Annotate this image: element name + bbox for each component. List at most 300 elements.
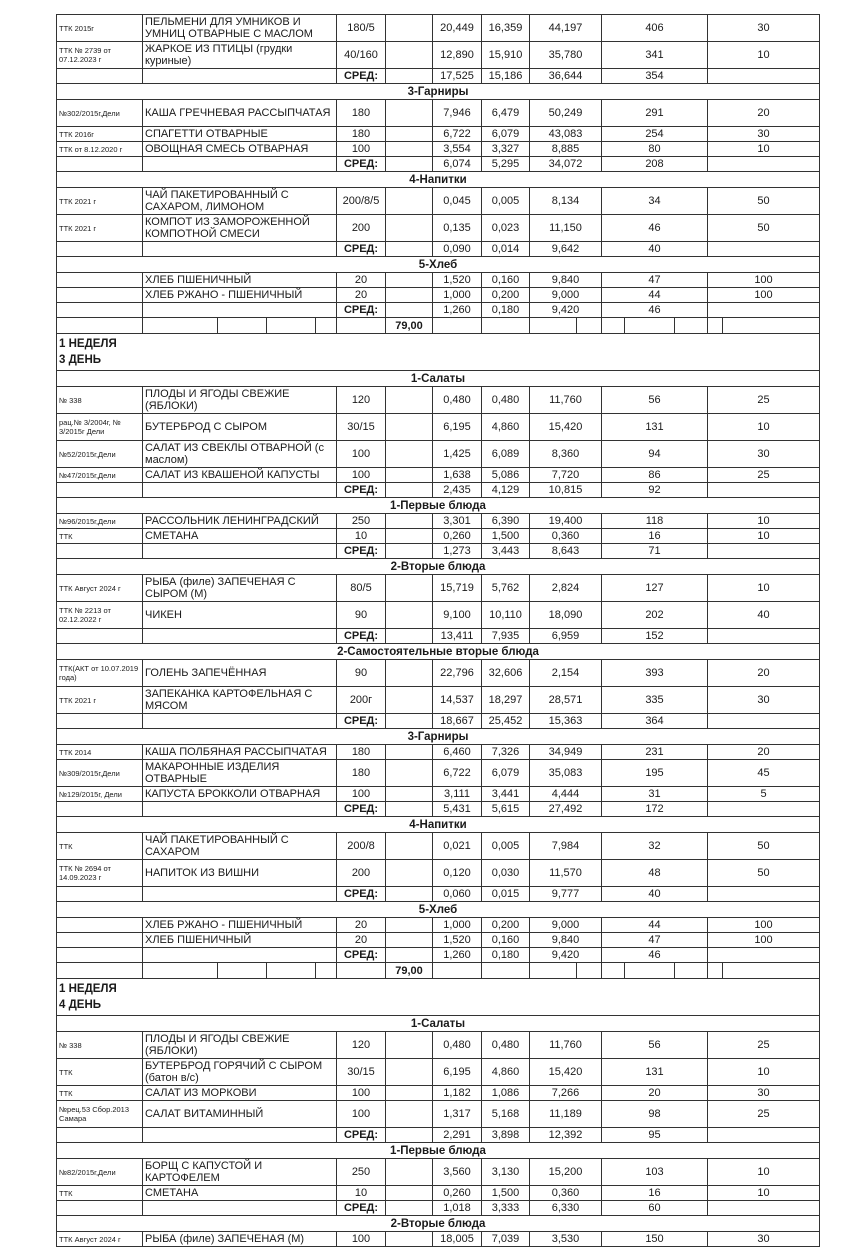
fat-value: 3,327 <box>482 142 530 157</box>
kcal-value: 31 <box>602 787 708 802</box>
average-row <box>57 714 820 729</box>
protein-value: 2,435 <box>433 483 482 498</box>
recipe-code: №рец.53 Сбор.2013 Самара <box>57 1101 143 1128</box>
kcal-value: 47 <box>602 273 708 288</box>
fat-value: 3,333 <box>482 1201 530 1216</box>
fat-value: 0,005 <box>482 188 530 215</box>
portion-weight: 180 <box>337 760 386 787</box>
protein-value: 0,480 <box>433 387 482 414</box>
day-total-row <box>57 318 820 334</box>
section-header <box>57 257 820 273</box>
section-title: 4-Напитки <box>57 817 820 833</box>
section-title: 5-Хлеб <box>57 257 820 273</box>
kcal-value: 152 <box>602 629 708 644</box>
recipe-code: ТТК 2016г <box>57 127 143 142</box>
dish-row <box>57 127 820 142</box>
fat-value: 32,606 <box>482 660 530 687</box>
average-label: СРЕД: <box>337 303 386 318</box>
dish-row <box>57 441 820 468</box>
dish-name: ЧИКЕН <box>143 602 337 629</box>
fat-value: 5,295 <box>482 157 530 172</box>
dish-row <box>57 188 820 215</box>
fat-value: 18,297 <box>482 687 530 714</box>
fat-value: 5,762 <box>482 575 530 602</box>
protein-value: 18,005 <box>433 1232 482 1247</box>
protein-value: 3,560 <box>433 1159 482 1186</box>
portion-weight: 80/5 <box>337 575 386 602</box>
price-value: 20 <box>708 745 820 760</box>
carbs-value: 7,266 <box>530 1086 602 1101</box>
day-label: 3 ДЕНЬ <box>59 354 102 366</box>
week-day-label <box>57 979 820 1016</box>
protein-value: 1,425 <box>433 441 482 468</box>
dish-name: ПЛОДЫ И ЯГОДЫ СВЕЖИЕ (ЯБЛОКИ) <box>143 1032 337 1059</box>
kcal-value: 335 <box>602 687 708 714</box>
empty-cell <box>386 1201 433 1216</box>
portion-weight: 200 <box>337 860 386 887</box>
recipe-code <box>57 303 143 318</box>
protein-value: 15,719 <box>433 575 482 602</box>
empty-cell <box>386 468 433 483</box>
dish-name: ХЛЕБ ПШЕНИЧНЫЙ <box>143 273 337 288</box>
dish-name <box>143 1201 337 1216</box>
protein-value: 6,722 <box>433 760 482 787</box>
protein-value: 0,060 <box>433 887 482 902</box>
average-row <box>57 303 820 318</box>
protein-value: 1,317 <box>433 1101 482 1128</box>
portion-weight: 200/8/5 <box>337 188 386 215</box>
portion-weight: 20 <box>337 918 386 933</box>
portion-weight: 20 <box>337 933 386 948</box>
dish-name: РЫБА (филе) ЗАПЕЧЕНАЯ С СЫРОМ (М) <box>143 575 337 602</box>
carbs-value: 36,644 <box>530 69 602 84</box>
carbs-value: 0,360 <box>530 529 602 544</box>
kcal-value: 56 <box>602 1032 708 1059</box>
empty-cell <box>386 1032 433 1059</box>
fat-value: 0,014 <box>482 242 530 257</box>
dish-name: КАША ГРЕЧНЕВАЯ РАССЫПЧАТАЯ <box>143 100 337 127</box>
carbs-value: 0,360 <box>530 1186 602 1201</box>
recipe-code <box>57 714 143 729</box>
kcal-value: 16 <box>602 1186 708 1201</box>
recipe-code: ТТК <box>57 1086 143 1101</box>
carbs-value: 8,134 <box>530 188 602 215</box>
price-value <box>708 544 820 559</box>
recipe-code: ТТК Август 2024 г <box>57 1232 143 1247</box>
recipe-code: № 338 <box>57 1032 143 1059</box>
kcal-value: 95 <box>602 1128 708 1143</box>
empty-cell <box>386 100 433 127</box>
carbs-value: 43,083 <box>530 127 602 142</box>
carbs-value: 9,420 <box>530 948 602 963</box>
recipe-code: ТТК Август 2024 г <box>57 575 143 602</box>
dish-row <box>57 602 820 629</box>
fat-value: 0,005 <box>482 833 530 860</box>
price-value <box>708 887 820 902</box>
recipe-code <box>57 288 143 303</box>
protein-value: 3,301 <box>433 514 482 529</box>
protein-value: 6,460 <box>433 745 482 760</box>
price-value: 100 <box>708 288 820 303</box>
kcal-value: 150 <box>602 1232 708 1247</box>
dish-name: МАКАРОННЫЕ ИЗДЕЛИЯ ОТВАРНЫЕ <box>143 760 337 787</box>
dish-name <box>143 157 337 172</box>
section-title: 2-Вторые блюда <box>57 1216 820 1232</box>
section-title: 1-Салаты <box>57 371 820 387</box>
kcal-value: 48 <box>602 860 708 887</box>
portion-weight: 100 <box>337 1086 386 1101</box>
kcal-value: 202 <box>602 602 708 629</box>
dish-name <box>143 948 337 963</box>
fat-value: 0,480 <box>482 1032 530 1059</box>
empty-cell <box>386 387 433 414</box>
protein-value: 6,195 <box>433 414 482 441</box>
fat-value: 0,200 <box>482 288 530 303</box>
price-value: 10 <box>708 142 820 157</box>
protein-value: 0,480 <box>433 1032 482 1059</box>
dish-name: КАША ПОЛБЯНАЯ РАССЫПЧАТАЯ <box>143 745 337 760</box>
protein-value: 17,525 <box>433 69 482 84</box>
empty-cell <box>337 963 386 979</box>
recipe-code: ТТК 2021 г <box>57 687 143 714</box>
empty-cell <box>386 1101 433 1128</box>
empty-cell <box>386 833 433 860</box>
dish-row <box>57 1059 820 1086</box>
portion-weight: 100 <box>337 787 386 802</box>
fat-value: 6,089 <box>482 441 530 468</box>
empty-cell <box>433 963 482 979</box>
recipe-code: №129/2015г, Дели <box>57 787 143 802</box>
dish-name: ХЛЕБ РЖАНО - ПШЕНИЧНЫЙ <box>143 288 337 303</box>
portion-weight: 100 <box>337 468 386 483</box>
recipe-code <box>57 1201 143 1216</box>
carbs-value: 11,150 <box>530 215 602 242</box>
average-label: СРЕД: <box>337 544 386 559</box>
kcal-value: 40 <box>602 242 708 257</box>
fat-value: 0,015 <box>482 887 530 902</box>
average-label: СРЕД: <box>337 242 386 257</box>
dish-name: РЫБА (филе) ЗАПЕЧЕНАЯ (М) <box>143 1232 337 1247</box>
kcal-value: 47 <box>602 933 708 948</box>
fat-value: 1,500 <box>482 529 530 544</box>
price-value: 30 <box>708 1232 820 1247</box>
empty-cell <box>386 1186 433 1201</box>
price-value: 25 <box>708 387 820 414</box>
carbs-value: 50,249 <box>530 100 602 127</box>
kcal-value: 34 <box>602 188 708 215</box>
protein-value: 0,260 <box>433 1186 482 1201</box>
empty-cell <box>386 918 433 933</box>
dish-row <box>57 1232 820 1247</box>
dish-name <box>143 629 337 644</box>
empty-cell <box>386 441 433 468</box>
protein-value: 5,431 <box>433 802 482 817</box>
carbs-value: 9,420 <box>530 303 602 318</box>
carbs-value: 9,777 <box>530 887 602 902</box>
section-header <box>57 1016 820 1032</box>
dish-row <box>57 273 820 288</box>
protein-value: 13,411 <box>433 629 482 644</box>
section-header <box>57 84 820 100</box>
price-value: 10 <box>708 1159 820 1186</box>
price-value: 100 <box>708 918 820 933</box>
average-row <box>57 1128 820 1143</box>
week-day-header <box>57 334 820 371</box>
dish-row <box>57 1186 820 1201</box>
carbs-value: 11,189 <box>530 1101 602 1128</box>
carbs-value: 9,000 <box>530 918 602 933</box>
carbs-value: 2,154 <box>530 660 602 687</box>
empty-cell <box>386 1128 433 1143</box>
empty-cell <box>57 318 143 334</box>
price-value <box>708 714 820 729</box>
section-header <box>57 1216 820 1232</box>
recipe-code <box>57 544 143 559</box>
fat-value: 0,480 <box>482 387 530 414</box>
fat-value: 10,110 <box>482 602 530 629</box>
price-value: 30 <box>708 15 820 42</box>
portion-weight: 180/5 <box>337 15 386 42</box>
protein-value: 6,722 <box>433 127 482 142</box>
price-value <box>708 1201 820 1216</box>
carbs-value: 11,760 <box>530 1032 602 1059</box>
dish-name: ОВОЩНАЯ СМЕСЬ ОТВАРНАЯ <box>143 142 337 157</box>
kcal-value: 46 <box>602 215 708 242</box>
dish-name: ЗАПЕКАНКА КАРТОФЕЛЬНАЯ С МЯСОМ <box>143 687 337 714</box>
empty-cell <box>433 318 482 334</box>
price-value: 10 <box>708 1059 820 1086</box>
fat-value: 0,023 <box>482 215 530 242</box>
price-value: 10 <box>708 1186 820 1201</box>
price-value <box>708 69 820 84</box>
empty-cell <box>386 687 433 714</box>
empty-cell <box>386 629 433 644</box>
empty-cell <box>386 660 433 687</box>
average-row <box>57 242 820 257</box>
price-value: 10 <box>708 514 820 529</box>
section-title: 3-Гарниры <box>57 729 820 745</box>
day-total-value: 79,00 <box>386 963 433 979</box>
dish-name <box>143 483 337 498</box>
recipe-code: №96/2015г,Дели <box>57 514 143 529</box>
carbs-value: 6,959 <box>530 629 602 644</box>
kcal-value: 231 <box>602 745 708 760</box>
price-value <box>708 1128 820 1143</box>
fat-value: 7,039 <box>482 1232 530 1247</box>
carbs-value: 34,949 <box>530 745 602 760</box>
protein-value: 1,000 <box>433 918 482 933</box>
section-header <box>57 729 820 745</box>
empty-cell <box>386 414 433 441</box>
carbs-value: 34,072 <box>530 157 602 172</box>
portion-weight: 200г <box>337 687 386 714</box>
protein-value: 22,796 <box>433 660 482 687</box>
kcal-value: 32 <box>602 833 708 860</box>
dish-name <box>143 303 337 318</box>
carbs-value: 4,444 <box>530 787 602 802</box>
price-value: 100 <box>708 273 820 288</box>
portion-weight: 200 <box>337 215 386 242</box>
recipe-code <box>57 629 143 644</box>
protein-value: 0,260 <box>433 529 482 544</box>
empty-cell <box>386 1059 433 1086</box>
kcal-value: 71 <box>602 544 708 559</box>
dish-name: ХЛЕБ ПШЕНИЧНЫЙ <box>143 933 337 948</box>
fat-value: 3,130 <box>482 1159 530 1186</box>
kcal-value: 354 <box>602 69 708 84</box>
portion-weight: 40/160 <box>337 42 386 69</box>
kcal-value: 98 <box>602 1101 708 1128</box>
carbs-value: 12,392 <box>530 1128 602 1143</box>
fat-value: 6,079 <box>482 760 530 787</box>
protein-value: 9,100 <box>433 602 482 629</box>
fat-value: 0,030 <box>482 860 530 887</box>
split-cell <box>708 318 820 334</box>
carbs-value: 15,363 <box>530 714 602 729</box>
fat-value: 3,443 <box>482 544 530 559</box>
week-day-label <box>57 334 820 371</box>
empty-cell <box>386 1159 433 1186</box>
portion-weight: 100 <box>337 142 386 157</box>
recipe-code: ТТК 2015г <box>57 15 143 42</box>
average-row <box>57 69 820 84</box>
recipe-code: ТТК <box>57 1186 143 1201</box>
empty-cell <box>482 318 530 334</box>
average-label: СРЕД: <box>337 157 386 172</box>
price-value: 25 <box>708 468 820 483</box>
recipe-code <box>57 273 143 288</box>
price-value <box>708 157 820 172</box>
price-value <box>708 242 820 257</box>
menu-table <box>56 14 820 1247</box>
protein-value: 1,260 <box>433 303 482 318</box>
portion-weight: 20 <box>337 288 386 303</box>
portion-weight: 120 <box>337 1032 386 1059</box>
kcal-value: 131 <box>602 1059 708 1086</box>
dish-name: НАПИТОК ИЗ ВИШНИ <box>143 860 337 887</box>
protein-value: 20,449 <box>433 15 482 42</box>
section-title: 2-Самостоятельные вторые блюда <box>57 644 820 660</box>
price-value <box>708 483 820 498</box>
fat-value: 16,359 <box>482 15 530 42</box>
recipe-code: ТТК № 2213 от 02.12.2022 г <box>57 602 143 629</box>
empty-cell <box>386 514 433 529</box>
protein-value: 1,260 <box>433 948 482 963</box>
fat-value: 6,479 <box>482 100 530 127</box>
empty-cell <box>386 575 433 602</box>
average-label: СРЕД: <box>337 69 386 84</box>
empty-cell <box>386 714 433 729</box>
kcal-value: 80 <box>602 142 708 157</box>
dish-name: ГОЛЕНЬ ЗАПЕЧЁННАЯ <box>143 660 337 687</box>
empty-cell <box>386 188 433 215</box>
dish-name: СМЕТАНА <box>143 1186 337 1201</box>
recipe-code <box>57 69 143 84</box>
dish-name: ЧАЙ ПАКЕТИРОВАННЫЙ С САХАРОМ, ЛИМОНОМ <box>143 188 337 215</box>
fat-value: 1,086 <box>482 1086 530 1101</box>
carbs-value: 19,400 <box>530 514 602 529</box>
protein-value: 6,195 <box>433 1059 482 1086</box>
average-row <box>57 802 820 817</box>
protein-value: 3,554 <box>433 142 482 157</box>
protein-value: 0,045 <box>433 188 482 215</box>
dish-row <box>57 529 820 544</box>
carbs-value: 7,984 <box>530 833 602 860</box>
split-cell <box>530 318 602 334</box>
fat-value: 0,160 <box>482 273 530 288</box>
split-cell <box>602 318 708 334</box>
recipe-code <box>57 887 143 902</box>
recipe-code <box>57 242 143 257</box>
dish-name: ЧАЙ ПАКЕТИРОВАННЫЙ С САХАРОМ <box>143 833 337 860</box>
kcal-value: 16 <box>602 529 708 544</box>
price-value: 50 <box>708 215 820 242</box>
empty-cell <box>386 69 433 84</box>
kcal-value: 46 <box>602 948 708 963</box>
price-value <box>708 802 820 817</box>
protein-value: 1,000 <box>433 288 482 303</box>
kcal-value: 46 <box>602 303 708 318</box>
dish-row <box>57 100 820 127</box>
empty-cell <box>386 157 433 172</box>
average-row <box>57 544 820 559</box>
carbs-value: 3,530 <box>530 1232 602 1247</box>
price-value: 50 <box>708 833 820 860</box>
section-title: 1-Салаты <box>57 1016 820 1032</box>
day-total-value: 79,00 <box>386 318 433 334</box>
dish-row <box>57 860 820 887</box>
recipe-code <box>57 483 143 498</box>
fat-value: 0,200 <box>482 918 530 933</box>
kcal-value: 172 <box>602 802 708 817</box>
fat-value: 0,180 <box>482 948 530 963</box>
dish-name <box>143 887 337 902</box>
average-label: СРЕД: <box>337 629 386 644</box>
empty-cell <box>386 242 433 257</box>
portion-weight: 90 <box>337 660 386 687</box>
kcal-value: 254 <box>602 127 708 142</box>
dish-row <box>57 687 820 714</box>
dish-row <box>57 833 820 860</box>
average-label: СРЕД: <box>337 948 386 963</box>
average-row <box>57 483 820 498</box>
recipe-code: №82/2015г,Дели <box>57 1159 143 1186</box>
carbs-value: 9,642 <box>530 242 602 257</box>
carbs-value: 11,760 <box>530 387 602 414</box>
section-title: 3-Гарниры <box>57 84 820 100</box>
carbs-value: 27,492 <box>530 802 602 817</box>
section-title: 1-Первые блюда <box>57 498 820 514</box>
empty-cell <box>386 303 433 318</box>
recipe-code: ТТК(АКТ от 10.07.2019 года) <box>57 660 143 687</box>
portion-weight: 30/15 <box>337 1059 386 1086</box>
average-label: СРЕД: <box>337 887 386 902</box>
dish-row <box>57 288 820 303</box>
carbs-value: 35,780 <box>530 42 602 69</box>
fat-value: 5,168 <box>482 1101 530 1128</box>
dish-name: КОМПОТ ИЗ ЗАМОРОЖЕННОЙ КОМПОТНОЙ СМЕСИ <box>143 215 337 242</box>
menu-document <box>56 14 819 1247</box>
protein-value: 1,182 <box>433 1086 482 1101</box>
section-title: 1-Первые блюда <box>57 1143 820 1159</box>
carbs-value: 8,643 <box>530 544 602 559</box>
dish-row <box>57 918 820 933</box>
split-cell <box>602 963 708 979</box>
average-label: СРЕД: <box>337 714 386 729</box>
dish-row <box>57 387 820 414</box>
kcal-value: 393 <box>602 660 708 687</box>
dish-row <box>57 215 820 242</box>
